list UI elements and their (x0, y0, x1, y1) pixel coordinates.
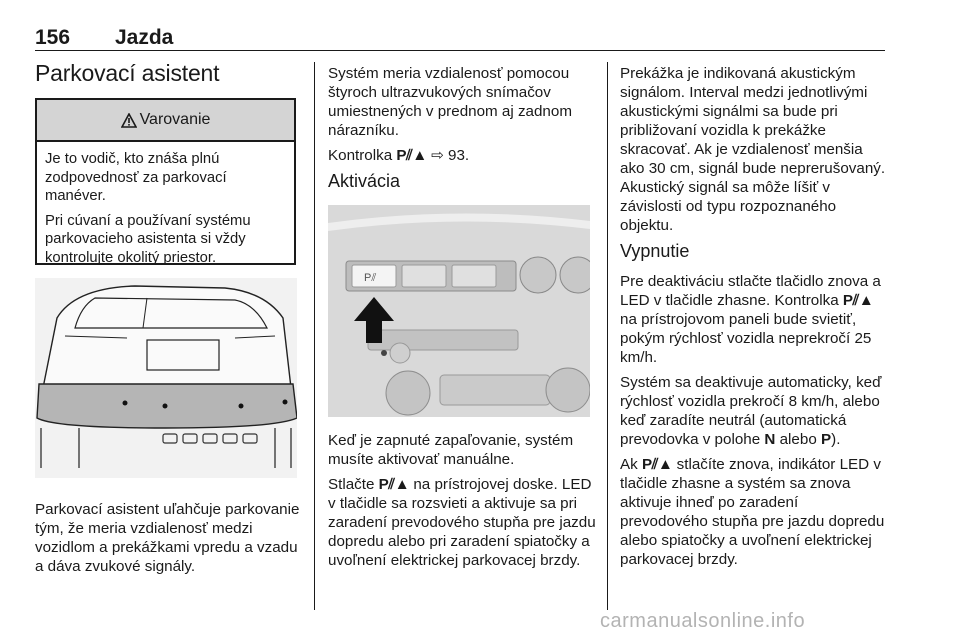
column-divider-2 (607, 62, 608, 610)
section-title: Parkovací asistent (35, 60, 220, 86)
column-2 (328, 64, 596, 202)
svg-text:P⫽: P⫽ (364, 272, 377, 284)
header-rule (35, 50, 885, 51)
auto-deactivate-end: ). (831, 431, 841, 448)
indicator-prefix: Kontrolka (328, 147, 393, 164)
warning-triangle-icon (121, 113, 137, 128)
chapter-title: Jazda (115, 26, 174, 49)
intro-paragraph: Parkovací asistent uľahčuje parkovanie tým, že meria vzdialenosť medzi vozidlom a prekážkami vpredu a vzadu a dáva zvukové signály. (35, 501, 300, 575)
deactivation-text-b: na prístrojovom paneli bude svietiť, pokým rýchlosť vozidla neprekročí 25 km/h. (620, 311, 872, 366)
dashboard-drawing (328, 205, 590, 417)
park-assist-icon: P⫽▲ (641, 456, 673, 473)
dashboard-button-illustration (328, 205, 590, 417)
deactivation-heading: Vypnutie (620, 241, 690, 261)
warning-title: Varovanie (139, 111, 211, 128)
repress-rest: stlačíte znova, indikátor LED v tlačidle zhasne a systém sa znova aktivuje ihneď po zaradení prevodového stupňa pre jazdu dopredu alebo spiatočky a uvoľnení elektrickej parkovacej brzdy. (620, 456, 885, 568)
warning-box (35, 98, 296, 265)
activation-paragraph-1: Keď je zapnuté zapaľovanie, systém musíte aktivovať manuálne. (328, 432, 574, 468)
park-assist-icon: P⫽▲ (396, 147, 427, 164)
watermark: carmanualsonline.info (600, 610, 806, 632)
rear-bumper-illustration (35, 278, 297, 478)
gear-n: N (764, 431, 776, 448)
page-number: 156 (35, 26, 71, 49)
system-description: Systém meria vzdialenosť pomocou štyroch ultrazvukových snímačov umiestnených v prednom aj zadnom nárazníku. (328, 65, 572, 139)
gear-p: P (821, 431, 832, 448)
deactivation-paragraph-3 (620, 455, 888, 569)
deactivation-paragraph-1 (620, 272, 888, 367)
column-3 (620, 64, 888, 575)
column-divider-1 (314, 62, 315, 610)
auto-deactivate-mid: alebo (779, 431, 817, 448)
page-reference: ⇨ 93. (431, 147, 470, 164)
auto-deactivate-text: Systém sa deaktivuje automaticky, keď rýchlosť vozidla prekročí 8 km/h, alebo keď zaradíte neutrál (automatická prevodovka v polohe (620, 374, 882, 448)
activation-heading: Aktivácia (328, 171, 401, 191)
warning-body (37, 142, 294, 267)
page-header (35, 26, 885, 52)
activation-paragraph-2 (328, 475, 596, 570)
deactivation-paragraph-2 (620, 373, 888, 449)
warning-paragraph-1: Je to vodič, kto znáša plnú zodpovednosť za parkovací manéver. (45, 151, 227, 204)
park-assist-icon: P⫽▲ (378, 476, 410, 493)
car-rear-drawing (35, 278, 297, 478)
deactivation-text-a: Pre deaktiváciu stlačte tlačidlo znova a LED v tlačidle zhasne. Kontrolka (620, 273, 881, 309)
warning-header (37, 100, 294, 142)
press-prefix: Stlačte (328, 476, 375, 493)
press-rest: na prístrojovej doske. LED v tlačidle sa rozsvieti a aktivuje sa pri zaradení prevodového stupňa pre jazdu dopredu alebo pri zaradení spiatočky a uvoľnení elektrickej parkovacej brzdy. (328, 476, 596, 569)
column-1 (35, 60, 303, 87)
indicator-reference (328, 146, 596, 165)
signal-paragraph: Prekážka je indikovaná akustickým signálom. Interval medzi jednotlivými akustickými signálmi sa bude pri približovaní vozidla k prekážke skracovať. Ak je vzdialenosť menšia ako 30 cm, signál bude neprerušovaný. Akustický signál sa môže líšiť v závislosti od typu rozpoznaného objektu. (620, 65, 886, 234)
column-1-text (35, 500, 303, 582)
repress-prefix: Ak (620, 456, 638, 473)
park-assist-icon: P⫽▲ (842, 292, 874, 309)
warning-paragraph-2: Pri cúvaní a používaní systému parkovacieho asistenta si vždy kontrolujte okolitý priestor. (45, 212, 251, 266)
column-2-text (328, 431, 596, 576)
